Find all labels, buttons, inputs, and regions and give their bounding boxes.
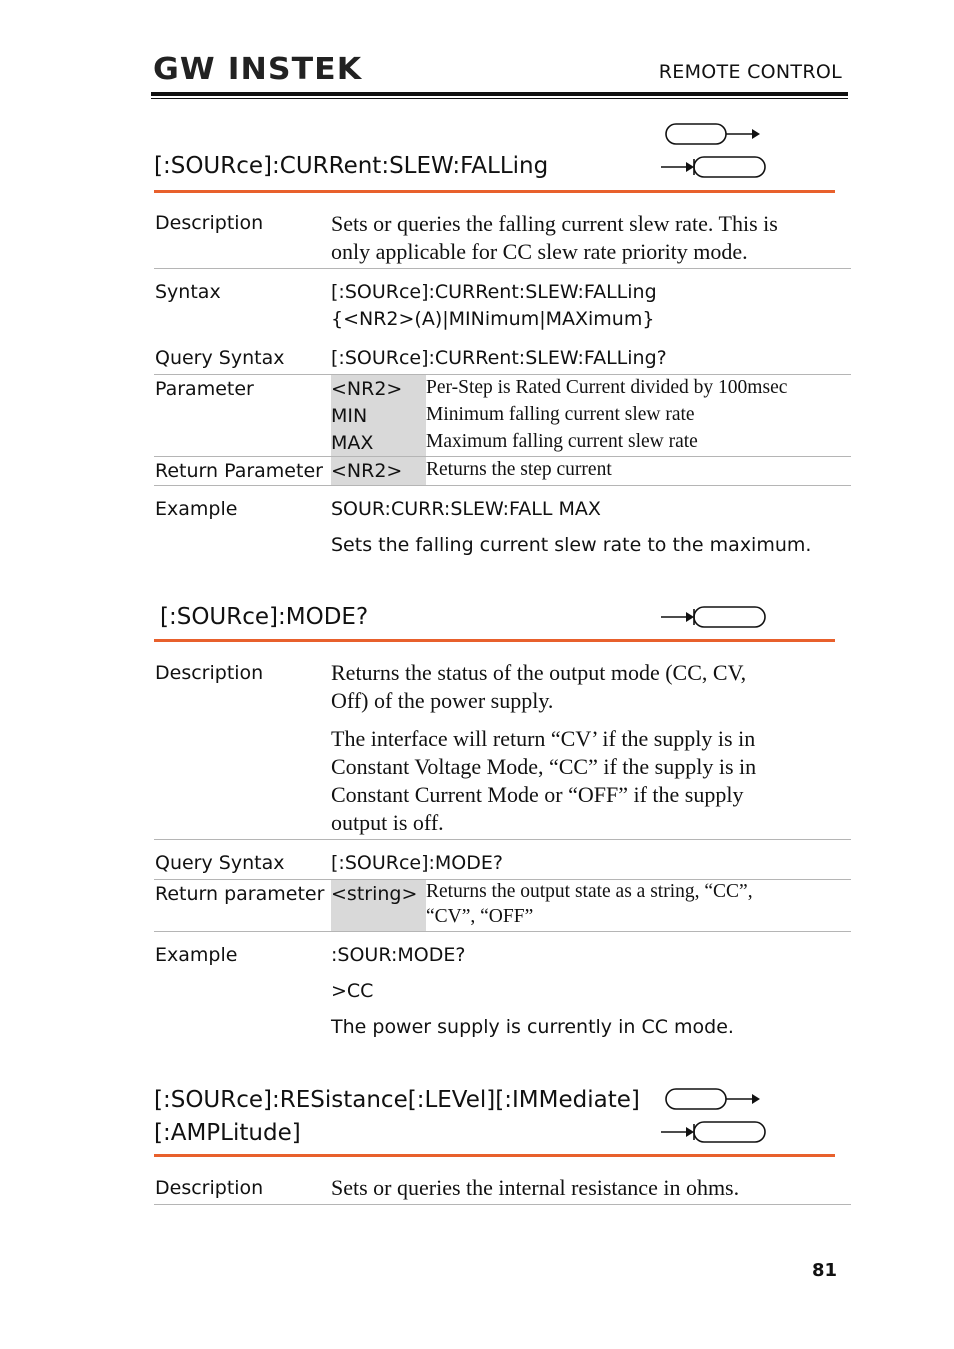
section-rule bbox=[154, 1154, 835, 1157]
section-rule bbox=[154, 190, 835, 193]
description-text: Sets or queries the falling current slew rate. This is only applicable for CC slew rate priority mode. bbox=[331, 211, 778, 264]
description-label: Description bbox=[155, 1177, 264, 1199]
section-title: [:SOURce]:RESistance[:LEVel][:IMMediate] [:AMPLitude] bbox=[154, 1087, 640, 1146]
brand-logo: GW INSTEK bbox=[153, 52, 363, 87]
row-divider bbox=[154, 839, 851, 840]
example-label: Example bbox=[155, 498, 238, 520]
return-desc: Returns the output state as a string, “CC”, “CV”, “OFF” bbox=[426, 881, 753, 927]
example-command: :SOUR:MODE? bbox=[331, 944, 466, 966]
parameter-label: Parameter bbox=[155, 378, 254, 400]
return-key: <string> bbox=[331, 883, 418, 905]
query-icon bbox=[660, 1120, 770, 1148]
row-divider bbox=[154, 931, 851, 932]
return-key: <NR2> bbox=[331, 460, 403, 482]
query-syntax-text: [:SOURce]:MODE? bbox=[331, 852, 503, 874]
header-title: REMOTE CONTROL bbox=[658, 61, 842, 83]
example-response: >CC bbox=[331, 980, 374, 1002]
query-syntax-label: Query Syntax bbox=[155, 852, 285, 874]
query-syntax-text: [:SOURce]:CURRent:SLEW:FALLing? bbox=[331, 347, 667, 369]
set-icon bbox=[660, 1087, 770, 1115]
parameter-desc: Per-Step is Rated Current divided by 100msec bbox=[426, 377, 788, 398]
parameter-key: <NR2> bbox=[331, 378, 403, 400]
row-divider bbox=[154, 485, 851, 486]
section-rule bbox=[154, 639, 835, 642]
syntax-text: [:SOURce]:CURRent:SLEW:FALLing {<NR2>(A)|MINimum|MAXimum} bbox=[331, 281, 657, 330]
query-syntax-label: Query Syntax bbox=[155, 347, 285, 369]
header-rule bbox=[151, 92, 848, 96]
example-label: Example bbox=[155, 944, 238, 966]
syntax-label: Syntax bbox=[155, 281, 221, 303]
row-divider bbox=[154, 1204, 851, 1205]
description-label: Description bbox=[155, 662, 264, 684]
row-divider bbox=[154, 268, 851, 269]
parameter-desc: Maximum falling current slew rate bbox=[426, 431, 698, 452]
description-text: Returns the status of the output mode (CC, CV, Off) of the power supply. bbox=[331, 660, 747, 713]
return-desc: Returns the step current bbox=[426, 459, 612, 480]
query-icon bbox=[660, 605, 770, 633]
return-parameter-label: Return Parameter bbox=[155, 460, 323, 482]
description-label: Description bbox=[155, 212, 264, 234]
description-text: Sets or queries the internal resistance in ohms. bbox=[331, 1175, 740, 1200]
section-title: [:SOURce]:MODE? bbox=[160, 604, 369, 630]
example-explanation: The power supply is currently in CC mode. bbox=[331, 1016, 734, 1038]
parameter-key: MIN bbox=[331, 405, 368, 427]
parameter-desc: Minimum falling current slew rate bbox=[426, 404, 695, 425]
return-parameter-label: Return parameter bbox=[155, 883, 325, 905]
example-command: SOUR:CURR:SLEW:FALL MAX bbox=[331, 498, 601, 520]
description-detail: The interface will return “CV’ if the supply is in Constant Voltage Mode, “CC” if the supply is in Constant Current Mode or “OFF” if the supply output is off. bbox=[331, 726, 757, 835]
section-title: [:SOURce]:CURRent:SLEW:FALLing bbox=[154, 153, 549, 179]
header-rule-thin bbox=[151, 98, 848, 99]
page-number: 81 bbox=[812, 1260, 838, 1281]
example-explanation: Sets the falling current slew rate to the maximum. bbox=[331, 534, 812, 556]
query-icon bbox=[660, 155, 770, 183]
parameter-key: MAX bbox=[331, 432, 374, 454]
